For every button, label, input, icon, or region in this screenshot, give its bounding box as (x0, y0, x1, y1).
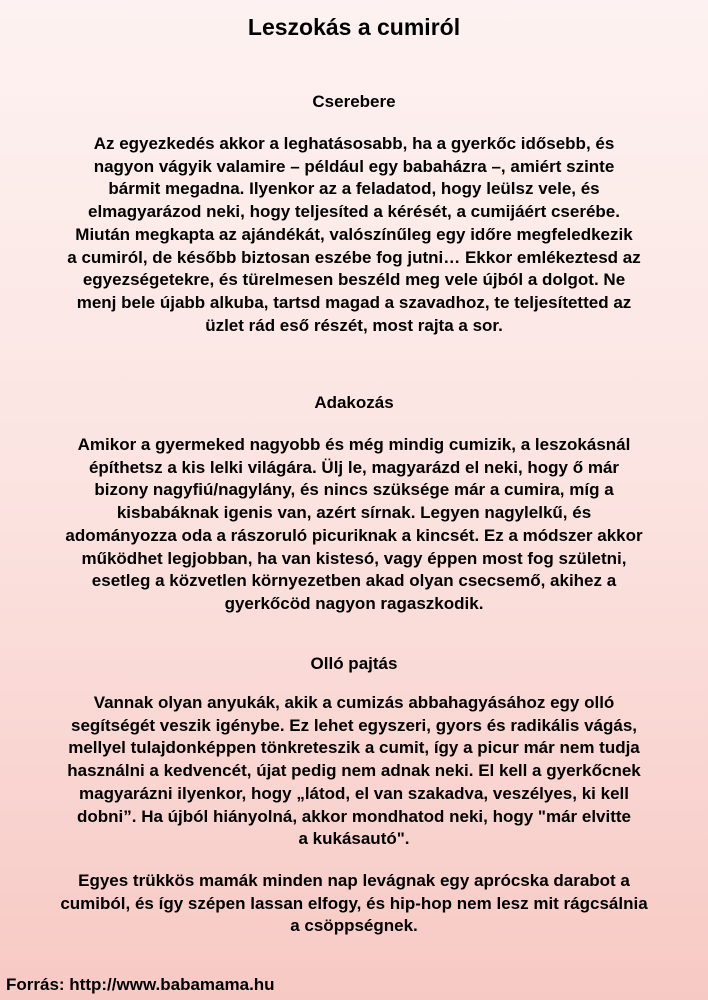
text-line: kisbabáknak igenis van, azért sírnak. Legyen nagylelkű, és (116, 503, 592, 523)
text-line: cumiból, és így szépen lassan elfogy, és hip-hop nem lesz mit rágcsálnia (60, 893, 648, 913)
text-line: bizony nagyfiú/nagylány, és nincs szüksége már a cumira, míg a (94, 480, 614, 500)
section-paragraph-ollo-pajtas-2 (14, 870, 694, 938)
section-heading-ollo-pajtas: Olló pajtás (310, 654, 398, 673)
text-line: menj bele újabb alkuba, tartsd magad a szavadhoz, te teljesítetted az (76, 292, 632, 312)
text-line: Egyes trükkös mamák minden nap levágnak egy aprócska darabot a (78, 871, 630, 890)
text-line: elmagyarázod neki, hogy teljesíted a kérését, a cumijáért cserébe. (88, 202, 620, 222)
text-line: a cumiról, de később biztosan eszébe fog jutni… Ekkor emlékeztesd az (67, 247, 641, 267)
text-line: egyezségetekre, és türelmesen beszéld meg vele újból a dolgot. Ne (82, 270, 626, 290)
section-heading-adakozas: Adakozás (314, 393, 394, 412)
section-paragraph-cserebere (14, 133, 694, 337)
text-line: Az egyezkedés akkor a leghatásosabb, ha a gyerkőc idősebb, és (93, 134, 615, 153)
text-line: Miután megkapta az ajándékát, valószínűleg egy időre megfeledkezik (75, 224, 633, 244)
text-line: esetleg a közvetlen környezetben akad olyan csecsemő, akihez a (91, 571, 617, 591)
text-line: Vannak olyan anyukák, akik a cumizás abbahagyásához egy olló (93, 693, 615, 712)
text-line: magyarázni ilyenkor, hogy „látod, el van szakadva, veszélyes, ki kell (79, 783, 629, 803)
text-line: a csöppségnek. (290, 916, 418, 936)
text-line: nagyon vágyik valamire – például egy babaházra –, amiért szinte (93, 156, 615, 176)
text-line: építhetsz a kis lelki világára. Ülj le, magyarázd el neki, hogy ő már (88, 457, 620, 477)
text-line: üzlet rád eső részét, most rajta a sor. (205, 315, 503, 335)
text-line: a kukásautó". (298, 829, 410, 849)
text-line: dobni”. Ha újból hiányolná, akkor mondhatod neki, hogy "már elvitte (76, 806, 632, 826)
text-line: Amikor a gyermeked nagyobb és még mindig cumizik, a leszokásnál (77, 435, 631, 454)
text-line: mellyel tulajdonképpen tönkreteszik a cumit, így a picur már nem tudja (68, 738, 640, 758)
page-title: Leszokás a cumiról (247, 14, 461, 40)
text-line: adományozza oda a rászoruló picuriknak a kincsét. Ez a módszer akkor (65, 525, 643, 545)
section-heading-cserebere: Cserebere (312, 92, 396, 111)
section-paragraph-ollo-pajtas (14, 692, 694, 851)
text-line: használni a kedvencét, újat pedig nem adnak neki. El kell a gyerkőcnek (67, 761, 641, 781)
text-line: segítségét veszik igénybe. Ez lehet egyszeri, gyors és radikális vágás, (71, 715, 637, 735)
text-line: működhet legjobban, ha van kistesó, vagy éppen most fog születni, (81, 548, 627, 568)
text-line: bármit megadna. Ilyenkor az a feladatod, hogy leülsz vele, és (108, 179, 600, 199)
text-line: gyerkőcöd nagyon ragaszkodik. (224, 593, 484, 613)
section-paragraph-adakozas (14, 434, 694, 616)
source-link[interactable]: Forrás: http://www.babamama.hu (6, 975, 275, 994)
